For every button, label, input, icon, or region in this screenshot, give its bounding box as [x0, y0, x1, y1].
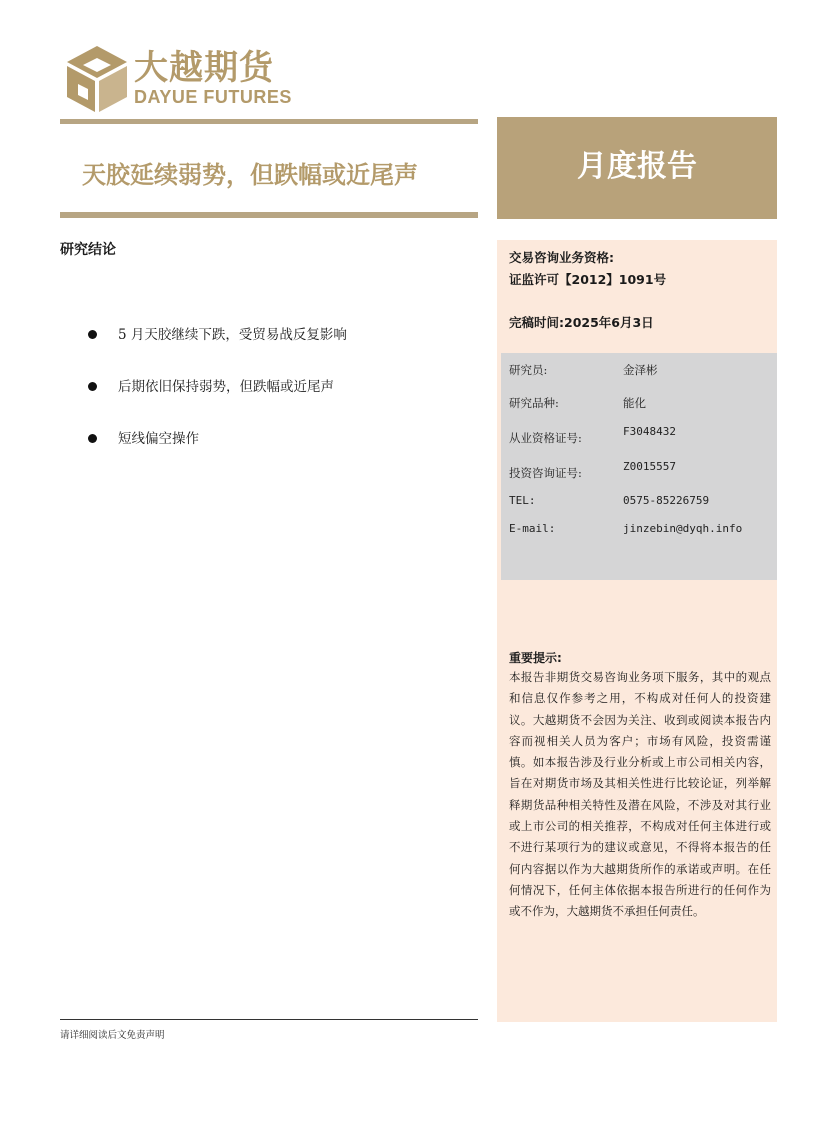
qualification-label: 交易咨询业务资格: — [509, 250, 614, 265]
bullet-icon — [88, 382, 97, 391]
info-value-email: jinzebin@dyqh.info — [623, 522, 743, 535]
company-logo-icon — [64, 44, 130, 114]
info-label-researcher: 研究员: — [509, 363, 548, 377]
info-label-practice-cert: 从业资格证号: — [509, 431, 582, 445]
info-label-advisory-cert: 投资咨询证号: — [509, 466, 582, 480]
info-label-variety: 研究品种: — [509, 396, 559, 410]
info-value-researcher: 金泽彬 — [623, 363, 658, 377]
info-value-practice-cert: F3048432 — [623, 425, 676, 438]
conclusion-list — [88, 324, 347, 480]
list-item — [88, 428, 347, 480]
footer-disclaimer-note: 请详细阅读后文免责声明 — [60, 1030, 165, 1041]
info-value-tel: 0575-85226759 — [623, 494, 710, 507]
info-label-email: E-mail: — [509, 522, 556, 535]
header-bottom-rule — [60, 212, 478, 218]
bullet-icon — [88, 330, 97, 339]
conclusion-text: 后期依旧保持弱势，但跌幅或近尾声 — [118, 379, 334, 395]
header-top-rule — [60, 119, 478, 124]
info-value-variety: 能化 — [623, 396, 646, 410]
conclusion-text: 短线偏空操作 — [118, 431, 199, 447]
conclusion-heading: 研究结论 — [60, 242, 116, 258]
conclusion-text: 5 月天胶继续下跌，受贸易战反复影响 — [118, 327, 347, 343]
license-number: 证监许可【2012】1091号 — [509, 272, 667, 287]
footer-divider — [60, 1019, 478, 1020]
completion-time: 完稿时间:2025年6月3日 — [509, 315, 654, 330]
report-title: 天胶延续弱势，但跌幅或近尾声 — [82, 161, 418, 189]
list-item — [88, 324, 347, 376]
bullet-icon — [88, 434, 97, 443]
report-type: 月度报告 — [577, 149, 697, 184]
list-item — [88, 376, 347, 428]
notice-heading: 重要提示: — [509, 651, 562, 665]
notice-body: 本报告非期货交易咨询业务项下服务，其中的观点和信息仅作参考之用，不构成对任何人的投资建议。大越期货不会因为关注、收到或阅读本报告内容而视相关人员为客户；市场有风险，投资需谨慎。如本报告涉及行业分析或上市公司相关内容，旨在对期货市场及其相关性进行比较论证，列举解释期货品种相关特性及潜在风险，不涉及对其行业或上市公司的相关推荐，不构成对任何主体进行或不进行某项行为的建议或意见，不得将本报告的任何内容据以作为大越期货所作的承诺或声明。在任何情况下，任何主体依据本报告所进行的任何作为或不作为，大越期货不承担任何责任。 — [509, 670, 771, 919]
brand-name-cn: 大越期货 — [134, 48, 274, 88]
info-value-advisory-cert: Z0015557 — [623, 460, 676, 473]
brand-name-en: DAYUE FUTURES — [134, 87, 292, 107]
info-label-tel: TEL: — [509, 494, 536, 507]
